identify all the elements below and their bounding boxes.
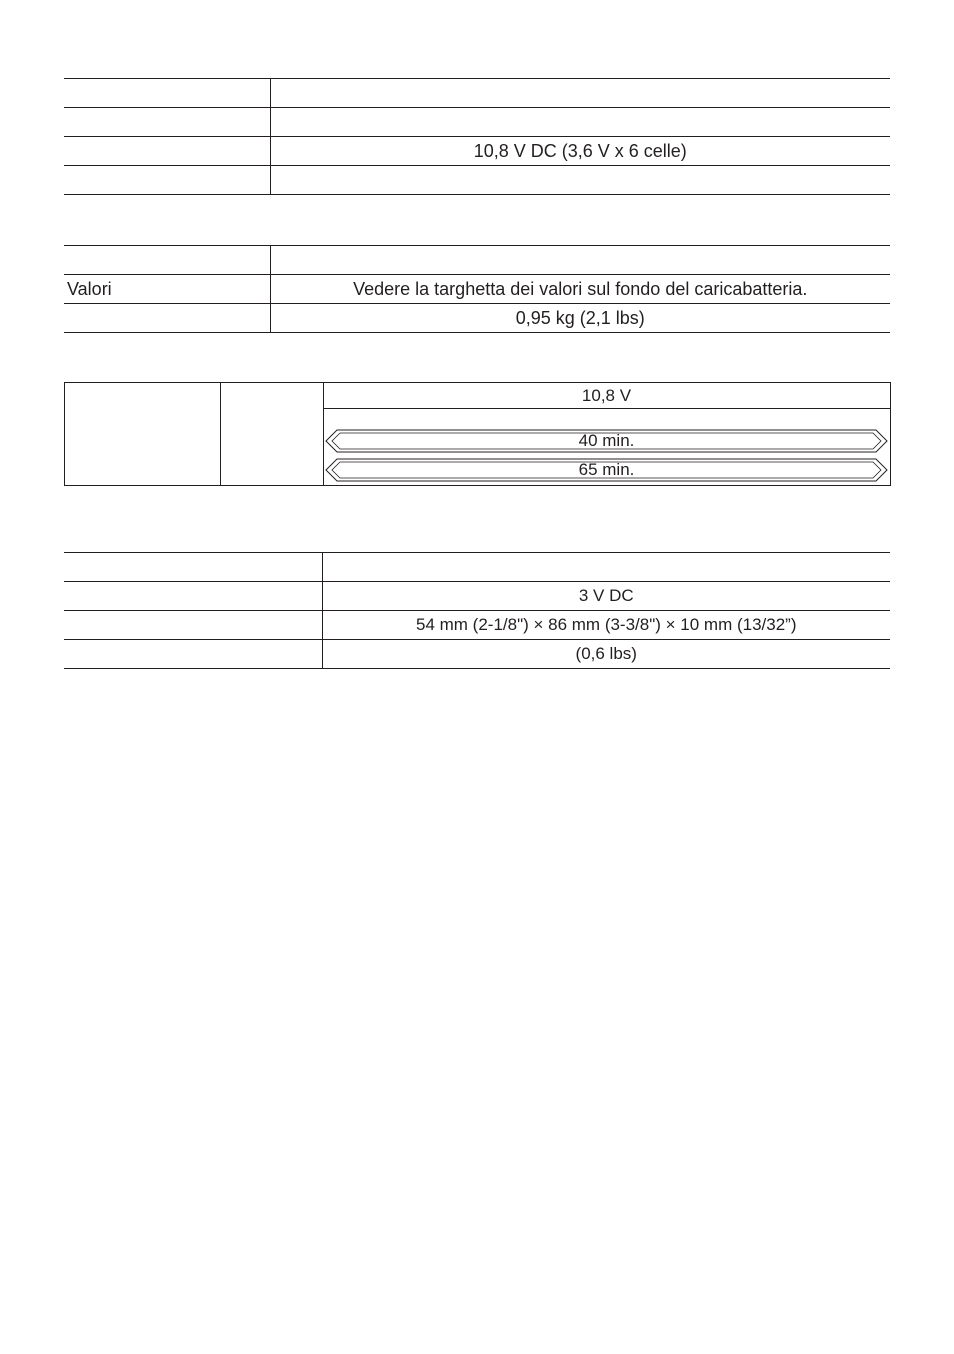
row-label [64,553,322,582]
table-row [64,166,890,195]
row-value [270,166,890,195]
row-label [64,640,322,669]
table-row [64,79,890,108]
charge-time-arrow [325,429,888,453]
row-value: 3 V DC [322,582,890,611]
table-row [64,640,890,669]
row-value: 54 mm (2-1/8") × 86 mm (3-3/8") × 10 mm (13/32”) [322,611,890,640]
table-row [64,553,890,582]
specs-table-4 [64,552,890,669]
battery-voltage: 10,8 V [323,383,890,409]
row-value: Vedere la targhetta dei valori sul fondo del caricabatteria. [270,275,890,304]
table-row [64,137,890,166]
charging-table-cell [65,383,221,485]
charging-time-table [64,382,891,486]
row-label [64,137,270,166]
row-label [64,304,270,333]
table-row [64,304,890,333]
row-label [64,108,270,137]
table-row [64,275,890,304]
row-value [322,553,890,582]
row-value: 10,8 V DC (3,6 V x 6 celle) [270,137,890,166]
row-label [64,166,270,195]
row-value [270,108,890,137]
row-label [64,79,270,108]
charging-table-values [323,383,890,485]
charge-time-label: 65 min. [578,460,635,479]
row-label [64,246,270,275]
charge-time-label: 40 min. [578,431,635,450]
charge-time-arrow [325,458,888,482]
table-row [64,611,890,640]
table-row [64,246,890,275]
table-row [64,108,890,137]
row-value [270,79,890,108]
row-value: (0,6 lbs) [322,640,890,669]
row-label [64,582,322,611]
row-value [270,246,890,275]
row-label [64,611,322,640]
row-value: 0,95 kg (2,1 lbs) [270,304,890,333]
table-row [64,582,890,611]
specs-table-2 [64,245,890,333]
charging-table-cell [220,383,324,485]
specs-table-1 [64,78,890,195]
row-label: Valori [64,275,270,304]
